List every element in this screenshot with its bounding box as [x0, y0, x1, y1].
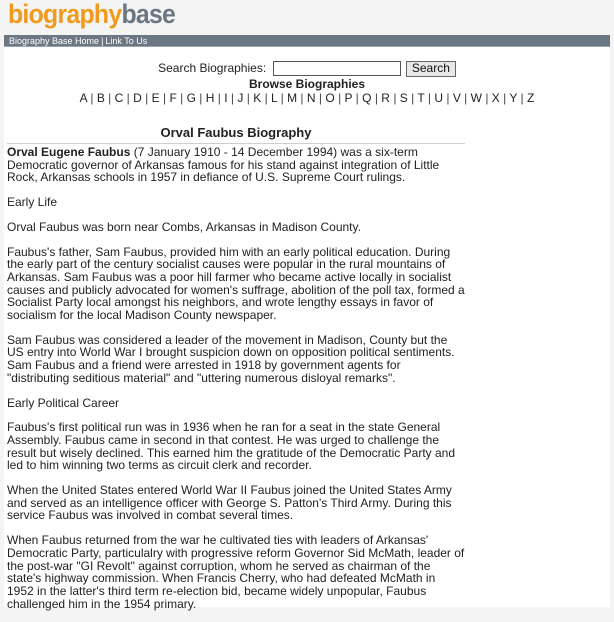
letter-separator: |: [300, 91, 304, 105]
letter-separator: |: [199, 91, 203, 105]
search-label: Search Biographies:: [158, 61, 267, 75]
letter-separator: |: [126, 91, 130, 105]
nav-separator: |: [101, 36, 104, 46]
article-paragraph: Faubus's father, Sam Faubus, provided him with an early political education. During the early part of the century socialist causes were popular in the rural mountains of Arkansas. Sam Faubus was a poor hill farmer who became active locally in socialist causes and publicly advocated for women's suffrage, abolition of the poll tax, formed a Socialist Party local amongst his neighbors, and wrote lengthy essays in favor of socialism for the local Madison County newspaper.: [7, 244, 465, 323]
article: [7, 125, 465, 622]
letter-separator: |: [180, 91, 184, 105]
letter-link-d[interactable]: D: [133, 91, 142, 105]
letter-separator: |: [393, 91, 397, 105]
search-form: [4, 47, 610, 78]
letter-link-g[interactable]: G: [186, 91, 196, 105]
letter-separator: |: [90, 91, 94, 105]
letter-separator: |: [217, 91, 221, 105]
letter-link-b[interactable]: B: [96, 91, 105, 105]
article-intro: [7, 146, 465, 184]
letter-link-f[interactable]: F: [169, 91, 177, 105]
letter-link-n[interactable]: N: [306, 91, 316, 105]
letter-link-u[interactable]: U: [434, 91, 443, 105]
letter-separator: |: [264, 91, 268, 105]
letter-separator: |: [464, 91, 468, 105]
letter-link-s[interactable]: S: [399, 91, 408, 105]
intro-text: (7 January 1910 - 14 December 1994) was a six-term Democratic governor of Arkansas famous for his stand against integration of Little Rock, Arkansas schools in 1957 in defiance of U.S. Supreme Court rulings.: [7, 145, 440, 185]
letter-separator: |: [485, 91, 489, 105]
letter-link-c[interactable]: C: [114, 91, 124, 105]
article-paragraph: Orval Faubus was born near Combs, Arkansas in Madison County.: [7, 219, 361, 234]
letter-link-e[interactable]: E: [151, 91, 160, 105]
letter-separator: |: [520, 91, 524, 105]
letter-link-o[interactable]: O: [325, 91, 335, 105]
nav-link-home[interactable]: Biography Base Home: [9, 36, 100, 46]
letter-separator: |: [318, 91, 323, 105]
letter-link-l[interactable]: L: [271, 91, 278, 105]
letter-separator: |: [355, 91, 359, 105]
letter-separator: |: [230, 91, 235, 105]
letter-link-q[interactable]: Q: [362, 91, 372, 105]
letter-separator: |: [108, 91, 112, 105]
letter-separator: |: [280, 91, 284, 105]
letter-separator: |: [446, 91, 450, 105]
article-paragraph: When Faubus returned from the war he cultivated ties with leaders of Arkansas' Democratic Party, particulalry with progressive reform Governor Sid McMath, leader of the post-war "GI Revolt" against corruption, whom he served as chairman of the state's highway commission. When Francis Cherry, who had defeated McMath in 1952 in the latter's third term re-election bid, became widely unpopular, Faubus challenged him in the 1954 primary.: [7, 533, 465, 611]
logo-text-biography: biography: [8, 0, 122, 29]
letter-link-p[interactable]: P: [344, 91, 353, 105]
page-body: [4, 47, 610, 611]
letter-separator: |: [411, 91, 415, 105]
letter-link-a[interactable]: A: [79, 91, 87, 105]
logo-text-base: base: [121, 0, 176, 29]
letter-link-i[interactable]: I: [224, 91, 228, 105]
letter-link-w[interactable]: W: [470, 91, 482, 105]
subject-name: Orval Eugene Faubus: [7, 145, 131, 159]
top-navbar: [4, 35, 610, 47]
letter-link-k[interactable]: K: [253, 91, 262, 105]
section-heading: Early Life: [7, 195, 58, 210]
letter-link-v[interactable]: V: [452, 91, 461, 105]
letter-separator: |: [162, 91, 167, 105]
article-paragraph: Sam Faubus was considered a leader of the movement in Madison, County but the US entry into World War I brought suspicion down on opposition political sentiments. Sam Faubus and a friend were arrested in 1918 by government agents for "distributing seditious material" and "uttering numerous disloyal remarks".: [7, 332, 455, 385]
letter-separator: |: [246, 91, 250, 105]
section-heading: Early Political Career: [7, 395, 120, 410]
letter-separator: |: [338, 91, 342, 105]
letter-link-r[interactable]: R: [381, 91, 390, 105]
article-title: Orval Faubus Biography: [7, 125, 465, 144]
letter-separator: |: [503, 91, 507, 105]
letter-separator: |: [374, 91, 378, 105]
letter-link-j[interactable]: J: [237, 91, 244, 105]
letter-link-t[interactable]: T: [417, 91, 425, 105]
letter-link-x[interactable]: X: [491, 91, 500, 105]
site-logo[interactable]: [8, 0, 175, 30]
article-paragraph: When the United States entered World War II Faubus joined the United States Army and served as an intelligence officer with George S. Patton's Third Army. During this service Faubus was involved in combat several times.: [7, 483, 452, 523]
letter-link-z[interactable]: Z: [527, 91, 535, 105]
article-sections: [7, 196, 465, 610]
letter-link-m[interactable]: M: [287, 91, 298, 105]
browse-title: Browse Biographies: [248, 77, 366, 91]
search-input[interactable]: [273, 61, 401, 76]
letter-separator: |: [427, 91, 431, 105]
alphabet-index: [4, 91, 610, 105]
letter-separator: |: [145, 91, 149, 105]
letter-link-y[interactable]: Y: [509, 91, 518, 105]
article-paragraph: Faubus's first political run was in 1936 when he ran for a seat in the state General Assembly. Faubus came in second in that contest. He was urged to challenge the result but wisely declined. This earned him the gratitude of the Democratic Party and led to him winning two terms as circuit clerk and recorder.: [7, 420, 456, 473]
nav-link-link-to-us[interactable]: Link To Us: [105, 36, 148, 46]
search-button[interactable]: Search: [406, 61, 456, 77]
letter-link-h[interactable]: H: [205, 91, 215, 105]
site-header: [0, 0, 614, 35]
